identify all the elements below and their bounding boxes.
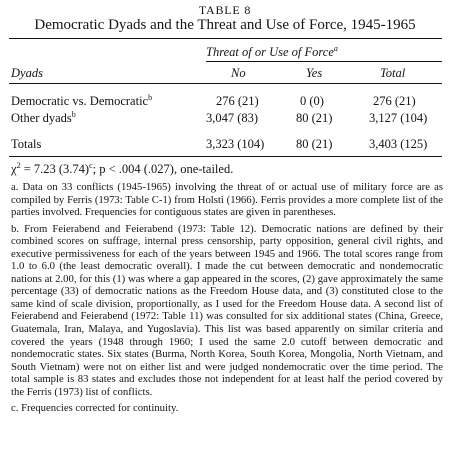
cell-total: 3,403 (125) [369,137,428,151]
top-rule [9,38,442,39]
note-b: b. From Feierabend and Feierabend (1973: Table 12). Democratic nations are defined by their combined scores on suffrage, internal press censorship, party opposition, general civil rights, and executive permissiveness for each of the years between 1945 and 1966. The total scores range from 1.0 to 6.0 (the least democratic overall). I made the cut between democratic and nondemocratic nations at 2.00, for this (1) was where a gap appeared in the scores, (2) gave approximately the same percentage (33) of democratic nations as the Freedom House data, and (3) constituted close to the same kind of scale division, proportionally, as I used for the Freedom House data. A second list of Feierabend and Feierabend (1972: Table 11) was consulted for six additional states (China, Greece, Guatemala, Iran, Malaya, and Yugoslavia). This list was based apparently on similar criteria and covered the years (1948 through 1960; I used the same 2.0 cutoff between democratic and nondemocratic states. Six states (Burma, North Korea, South Korea, Mongolia, North Vietnam, and South Vietnam) were not on either list and were judged nondemocratic over the time period. The total sample is 83 states and excludes those not independent for at least half the period covered by the Ferris (1973) list of conflicts. [11,222,443,398]
spanner-rule [206,61,442,62]
cell-yes: 80 (21) [296,111,333,125]
cell-no: 3,047 (83) [206,111,259,125]
row-label: Totals [11,137,42,151]
cell-no: 276 (21) [216,94,259,108]
column-header-yes: Yes [306,66,323,80]
note-a: a. Data on 33 conflicts (1945-1965) involving the threat of or actual use of military force are as compiled by Ferris (1973: Table C-1) from Holsti (1966). Ferris provides a more complete list of the parties involved. Frequencies for contiguous states are given in parentheses. [11,181,443,219]
table-number: TABLE 8 [198,3,252,17]
column-header-no: No [231,66,246,80]
column-spanner-heading: Threat of or Use of Force$^a$ [206,43,338,59]
row-label: Other dyads$^b$ [11,109,76,125]
header-rule [9,83,442,84]
stub-header: Dyads [11,66,43,80]
bottom-rule [9,156,442,157]
cell-yes: 0 (0) [300,94,324,108]
chi-square-statistic: $\chi^2 = 7.23$ $(3.74)^c$; p < .004 (.027), one-tailed. [11,160,234,176]
table-title: Democratic Dyads and the Threat and Use of Force, 1945-1965 [34,17,416,33]
cell-total: 276 (21) [373,94,416,108]
row-label: Democratic vs. Democratic$^b$ [11,92,153,108]
column-header-total: Total [380,66,406,80]
note-c: c. Frequencies corrected for continuity. [11,402,179,415]
cell-yes: 80 (21) [296,137,333,151]
table-notes [11,181,443,415]
cell-total: 3,127 (104) [369,111,428,125]
cell-no: 3,323 (104) [206,137,265,151]
